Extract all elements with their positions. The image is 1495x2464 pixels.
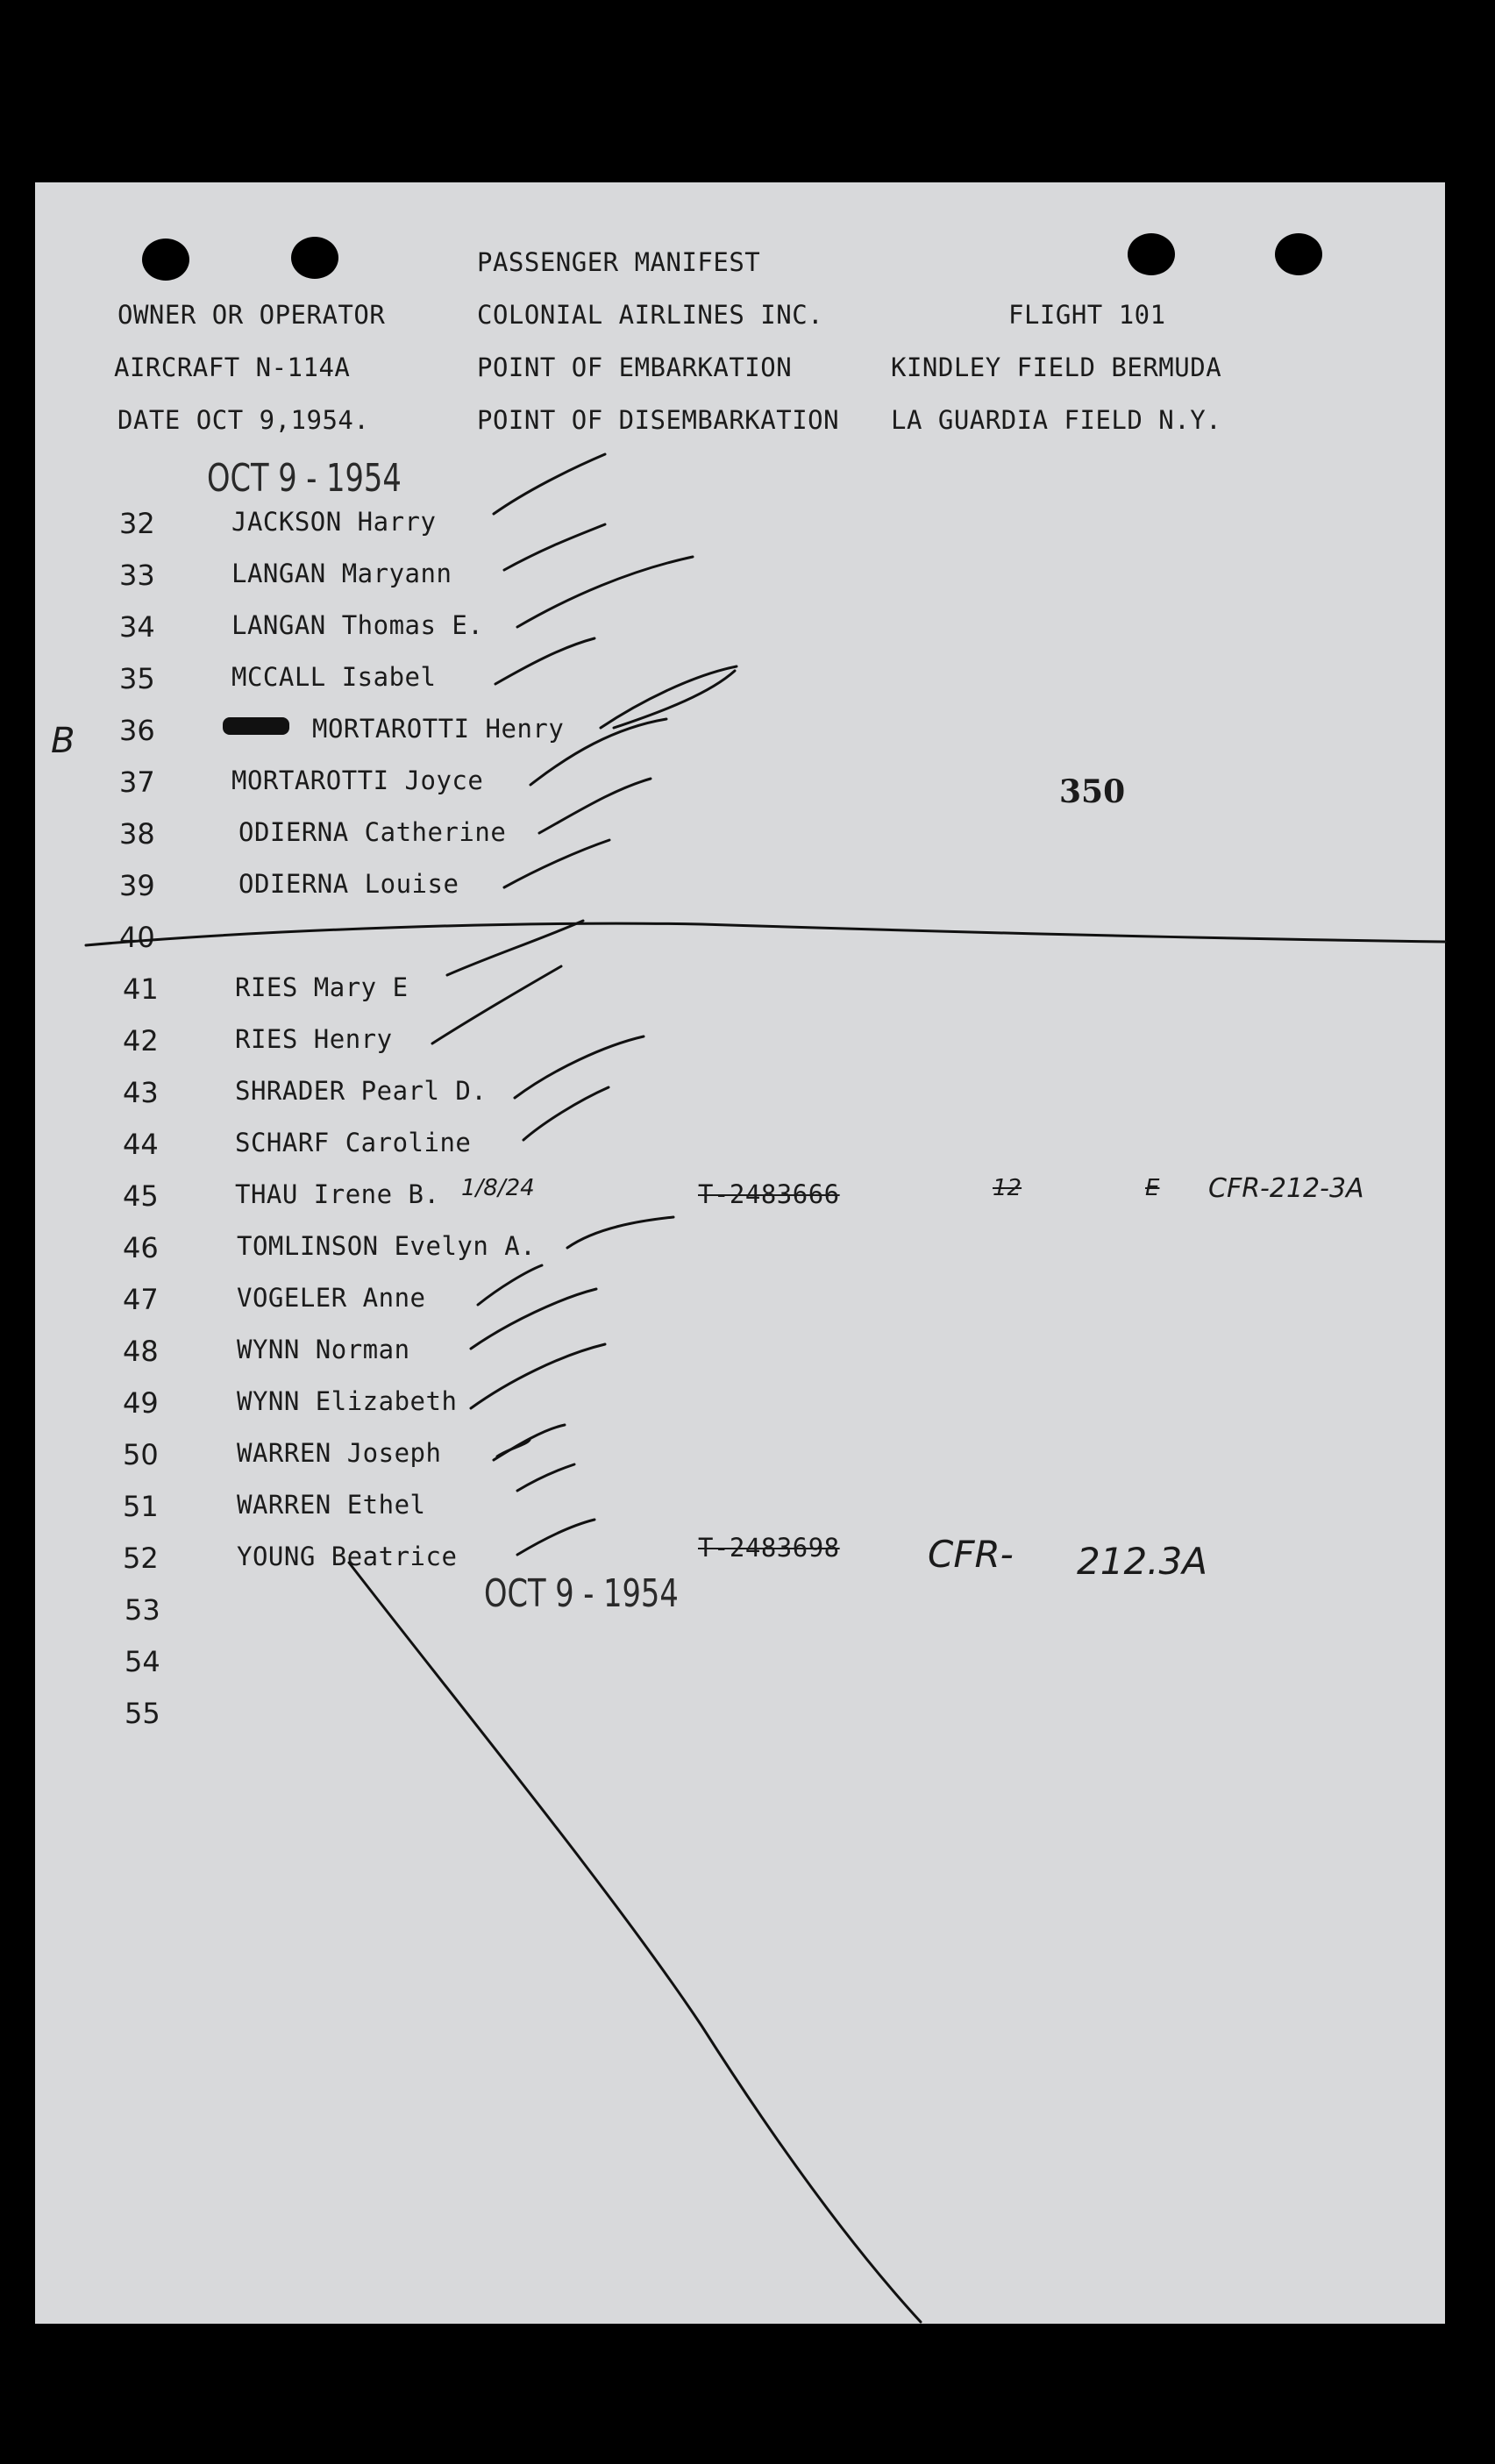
- young-ticket: T-2483698: [698, 1533, 840, 1563]
- row-number: 42: [123, 1024, 159, 1058]
- row-number: 38: [119, 817, 155, 851]
- punch-hole: [142, 239, 189, 281]
- passenger-name: WYNN Norman: [237, 1335, 410, 1364]
- row-number: 36: [119, 714, 155, 747]
- young-cfr-prefix: CFR-: [928, 1533, 1014, 1576]
- passenger-name: LANGAN Thomas E.: [231, 610, 484, 640]
- passenger-name: VOGELER Anne: [237, 1283, 426, 1313]
- passenger-name: SHRADER Pearl D.: [235, 1076, 488, 1106]
- row-number: 33: [119, 559, 155, 592]
- passenger-name: ODIERNA Louise: [238, 869, 459, 899]
- thau-count-note: 12: [993, 1175, 1022, 1201]
- row-number: 47: [123, 1283, 159, 1316]
- row-number: 35: [119, 662, 155, 695]
- flight-number: FLIGHT 101: [1008, 300, 1166, 330]
- passenger-name: MORTAROTTI Henry: [312, 714, 565, 744]
- row-number: 40: [119, 921, 155, 954]
- embark-value: KINDLEY FIELD BERMUDA: [891, 353, 1222, 382]
- passenger-name: LANGAN Maryann: [231, 559, 452, 588]
- row-number: 52: [123, 1542, 159, 1575]
- passenger-name: YOUNG Beatrice: [237, 1542, 458, 1571]
- manifest-date: DATE OCT 9,1954.: [117, 405, 370, 435]
- aircraft: AIRCRAFT N-114A: [114, 353, 351, 382]
- row-number: 53: [125, 1593, 160, 1627]
- passenger-name: WARREN Joseph: [237, 1438, 442, 1468]
- passenger-name: JACKSON Harry: [231, 507, 437, 537]
- punch-hole: [1128, 233, 1175, 275]
- punch-hole: [291, 237, 338, 279]
- row-number: 39: [119, 869, 155, 902]
- margin-mark: B: [51, 721, 75, 761]
- thau-cfr-note: CFR-212-3A: [1208, 1173, 1364, 1204]
- disembark-label: POINT OF DISEMBARKATION: [477, 405, 840, 435]
- manifest-title: PASSENGER MANIFEST: [477, 247, 761, 277]
- passenger-name: RIES Mary E: [235, 972, 409, 1002]
- passenger-name: TOMLINSON Evelyn A.: [237, 1231, 537, 1261]
- row-number: 32: [119, 507, 155, 540]
- thau-date-note: 1/8/24: [461, 1175, 535, 1201]
- passenger-name: ODIERNA Catherine: [238, 817, 507, 847]
- passenger-name: RIES Henry: [235, 1024, 393, 1054]
- row-number: 43: [123, 1076, 159, 1109]
- row-number: 46: [123, 1231, 159, 1264]
- disembark-value: LA GUARDIA FIELD N.Y.: [891, 405, 1222, 435]
- row-number: 55: [125, 1697, 160, 1730]
- row-number: 34: [119, 610, 155, 644]
- owner-value: COLONIAL AIRLINES INC.: [477, 300, 824, 330]
- thau-ticket: T-2483666: [698, 1179, 840, 1209]
- redaction-mark: [223, 717, 289, 735]
- owner-label: OWNER OR OPERATOR: [117, 300, 386, 330]
- passenger-name: THAU Irene B.: [235, 1179, 440, 1209]
- count-note: 350: [1059, 773, 1126, 810]
- embark-label: POINT OF EMBARKATION: [477, 353, 793, 382]
- date-stamp: OCT 9 - 1954: [207, 456, 402, 501]
- passenger-name: WYNN Elizabeth: [237, 1386, 458, 1416]
- thau-code-note: E: [1145, 1175, 1160, 1201]
- punch-hole: [1275, 233, 1322, 275]
- row-number: 49: [123, 1386, 159, 1420]
- passenger-name: MORTAROTTI Joyce: [231, 766, 484, 795]
- date-stamp: OCT 9 - 1954: [484, 1571, 679, 1616]
- row-number: 54: [125, 1645, 160, 1678]
- passenger-name: WARREN Ethel: [237, 1490, 426, 1520]
- row-number: 50: [123, 1438, 159, 1471]
- passenger-name: MCCALL Isabel: [231, 662, 437, 692]
- row-number: 45: [123, 1179, 159, 1213]
- young-cfr-note: 212.3A: [1077, 1540, 1207, 1583]
- row-number: 48: [123, 1335, 159, 1368]
- row-number: 37: [119, 766, 155, 799]
- row-number: 44: [123, 1128, 159, 1161]
- passenger-name: SCHARF Caroline: [235, 1128, 472, 1157]
- row-number: 41: [123, 972, 159, 1006]
- row-number: 51: [123, 1490, 159, 1523]
